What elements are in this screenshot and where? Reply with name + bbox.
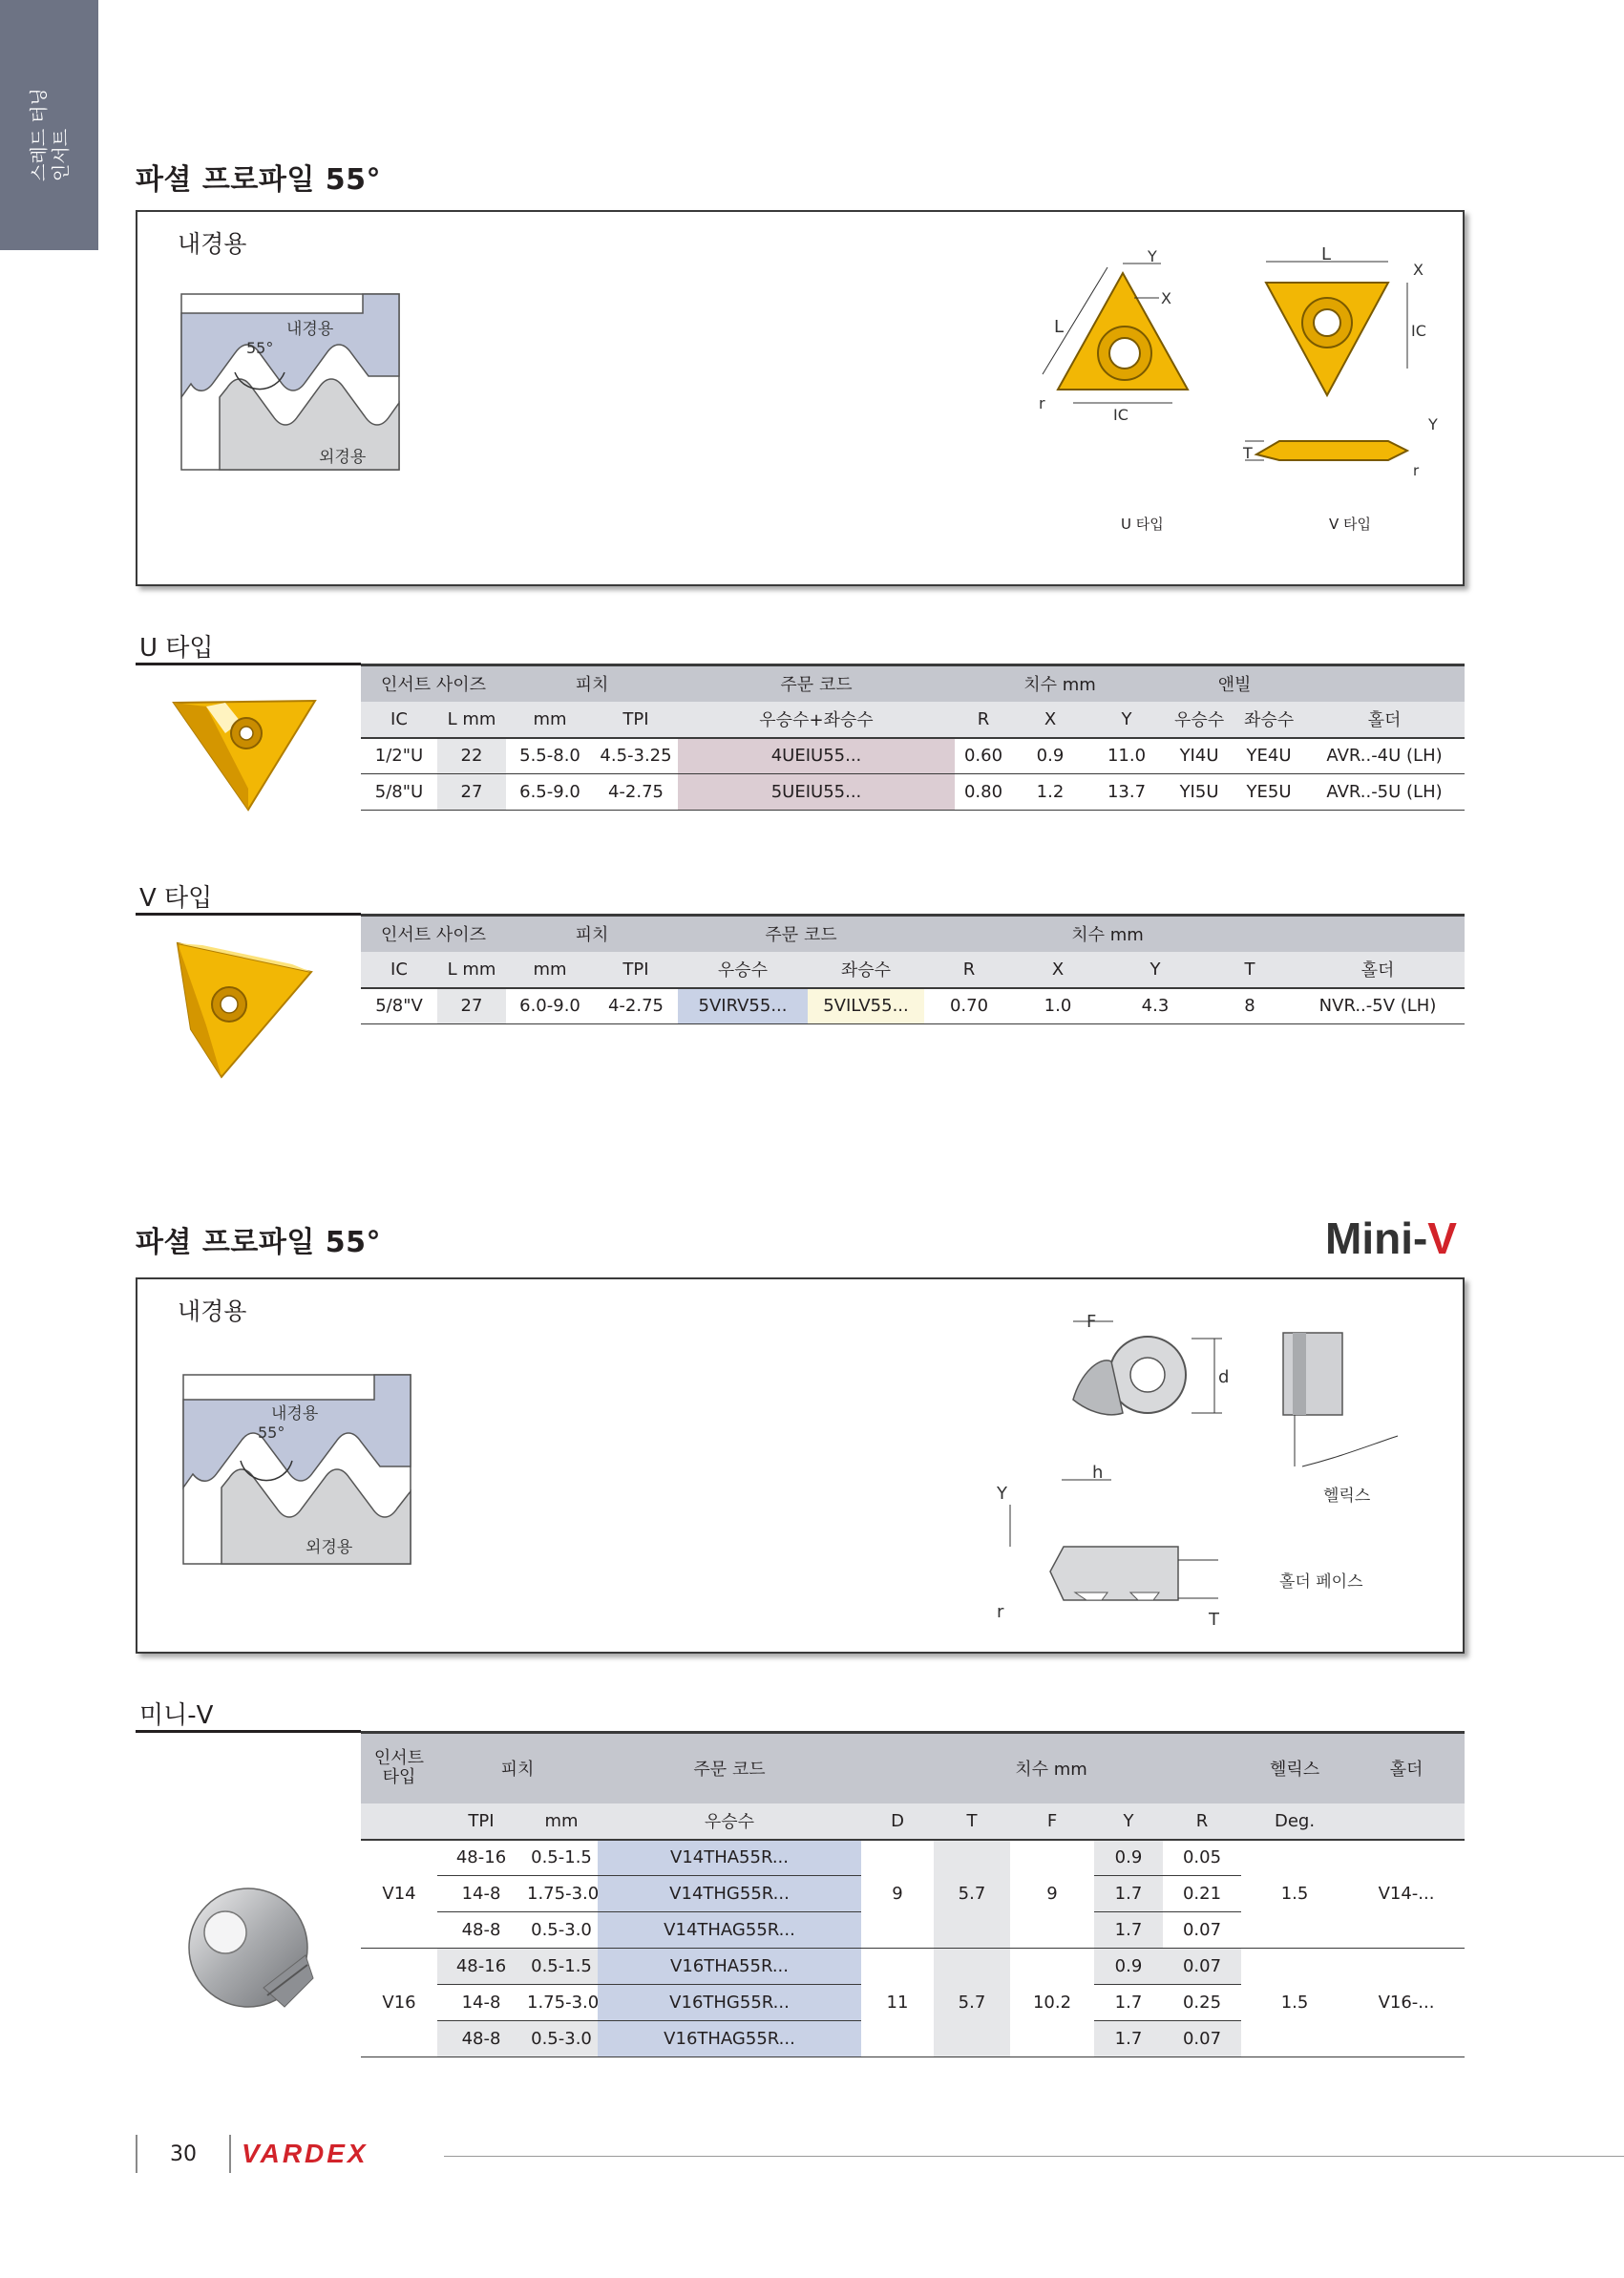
mini-v-table xyxy=(361,1731,1465,2057)
table-row xyxy=(361,774,1465,811)
mini-dim-r: r xyxy=(997,1602,1004,1622)
cell: 0.9 xyxy=(1094,1949,1163,1985)
cell: 22 xyxy=(437,738,506,774)
mini-v-title: 미니-V xyxy=(139,1701,214,1730)
cell: V14-... xyxy=(1348,1840,1465,1949)
mini-dim-h: h xyxy=(1092,1463,1104,1483)
cell: 4.5-3.25 xyxy=(594,738,678,774)
v-type-title: V 타입 xyxy=(139,884,213,913)
cell: 1.7 xyxy=(1094,2021,1163,2057)
cell: 1.7 xyxy=(1094,1876,1163,1912)
cell: YI4U xyxy=(1165,738,1234,774)
mini-v-title-rule xyxy=(136,1730,361,1733)
cell: 13.7 xyxy=(1088,774,1165,811)
v-h1-dims: 치수 mm xyxy=(924,916,1291,952)
cell: 0.07 xyxy=(1163,1912,1241,1949)
thread-profile-diagram-2 xyxy=(183,1375,412,1566)
mv-h1-dims: 치수 mm xyxy=(861,1733,1241,1803)
mini-dim-d: d xyxy=(1218,1367,1230,1387)
v-h2-tpi: TPI xyxy=(594,952,678,988)
mv-h2-f: F xyxy=(1010,1803,1094,1840)
u-type-insert-diagram xyxy=(1035,247,1235,435)
cell: 10.2 xyxy=(1010,1949,1094,2057)
cell: 1.75-3.0 xyxy=(525,1985,598,2021)
cell: 4-2.75 xyxy=(594,988,678,1024)
cell: 9 xyxy=(861,1840,934,1949)
cell: 1.5 xyxy=(1241,1949,1348,2057)
mv-h2-y: Y xyxy=(1094,1803,1163,1840)
table-row xyxy=(361,738,1465,774)
cell: 48-8 xyxy=(437,1912,525,1949)
cell: 6.5-9.0 xyxy=(506,774,594,811)
mv-h2-tpi: TPI xyxy=(437,1803,525,1840)
cell: 4-2.75 xyxy=(594,774,678,811)
v-h2-mm: mm xyxy=(506,952,594,988)
v-dim-y: Y xyxy=(1428,415,1438,433)
profile2-inner-text: 내경용 xyxy=(271,1404,319,1424)
u-type-table xyxy=(361,664,1465,811)
cell: 27 xyxy=(437,774,506,811)
cell: 0.07 xyxy=(1163,2021,1241,2057)
cell: AVR..-5U (LH) xyxy=(1304,774,1465,811)
v-h2-left: 좌승수 xyxy=(808,952,924,988)
mv-h2-deg: Deg. xyxy=(1241,1803,1348,1840)
cell: V16-... xyxy=(1348,1949,1465,2057)
u-type-header-row2 xyxy=(361,702,1465,738)
cell: 1.2 xyxy=(1012,774,1088,811)
cell: 0.07 xyxy=(1163,1949,1241,1985)
v-dim-t: T xyxy=(1243,444,1253,462)
cell: 1.75-3.0 xyxy=(525,1876,598,1912)
mini-v-insert-diagram xyxy=(968,1314,1417,1638)
u-h2-anvil-l: 좌승수 xyxy=(1234,702,1304,738)
mv-h2-t: T xyxy=(934,1803,1010,1840)
u-type-title: U 타입 xyxy=(139,634,214,663)
cell: 4.3 xyxy=(1102,988,1209,1024)
u-h1-pitch: 피치 xyxy=(506,665,678,702)
profile2-outer-text: 외경용 xyxy=(306,1538,353,1557)
order-code-cell: V16THAG55R... xyxy=(598,2021,861,2057)
v-type-header-row2 xyxy=(361,952,1465,988)
section1-panel xyxy=(136,210,1465,586)
u-h2-r: R xyxy=(955,702,1012,738)
v-type-table xyxy=(361,914,1465,1024)
cell: AVR..-4U (LH) xyxy=(1304,738,1465,774)
profile-inner-text: 내경용 xyxy=(286,320,334,339)
v-dim-l: L xyxy=(1321,244,1332,264)
order-code-cell: V14THG55R... xyxy=(598,1876,861,1912)
order-code-cell: V14THAG55R... xyxy=(598,1912,861,1949)
mv-h1-helix: 헬릭스 xyxy=(1241,1733,1348,1803)
u-h2-ic: IC xyxy=(361,702,437,738)
order-code-cell: V16THG55R... xyxy=(598,1985,861,2021)
footer-divider-left xyxy=(136,2135,137,2173)
mv-h2-blank2 xyxy=(1348,1803,1465,1840)
order-code-cell: 4UEIU55... xyxy=(678,738,955,774)
v-dim-ic: IC xyxy=(1411,322,1426,340)
u-h2-code: 우승수+좌승수 xyxy=(678,702,955,738)
cell: 6.0-9.0 xyxy=(506,988,594,1024)
cell: 0.21 xyxy=(1163,1876,1241,1912)
v-h2-ic: IC xyxy=(361,952,437,988)
side-tab-line1: 스레드 터닝 xyxy=(29,88,50,181)
v-h2-x: X xyxy=(1014,952,1102,988)
v-type-caption: V 타입 xyxy=(1329,516,1372,533)
cell: YE5U xyxy=(1234,774,1304,811)
cell: 5.7 xyxy=(934,1840,1010,1949)
u-h1-size: 인서트 사이즈 xyxy=(361,665,506,702)
order-code-right-cell: 5VIRV55... xyxy=(678,988,808,1024)
table-row xyxy=(361,1840,1465,1876)
footer-divider-mid xyxy=(229,2135,231,2173)
footer-rule xyxy=(444,2156,1624,2157)
mv-h1-pitch: 피치 xyxy=(437,1733,598,1803)
u-dim-ic: IC xyxy=(1113,406,1128,424)
profile-outer-text: 외경용 xyxy=(319,448,367,467)
v-h2-l: L mm xyxy=(437,952,506,988)
vardex-logo: VARDEX xyxy=(242,2139,369,2168)
table-row xyxy=(361,1949,1465,1985)
profile2-angle-text: 55° xyxy=(258,1424,285,1442)
v-dim-r: r xyxy=(1413,462,1420,479)
v-h2-r: R xyxy=(924,952,1014,988)
u-h1-anvil: 앤빌 xyxy=(1165,665,1304,702)
group-type-cell: V14 xyxy=(361,1840,437,1949)
cell: 11 xyxy=(861,1949,934,2057)
cell: 11.0 xyxy=(1088,738,1165,774)
cell: 0.9 xyxy=(1012,738,1088,774)
cell: 48-8 xyxy=(437,2021,525,2057)
cell: 0.5-3.0 xyxy=(525,1912,598,1949)
mv-h1-holder: 홀더 xyxy=(1348,1733,1465,1803)
mini-dim-t: T xyxy=(1209,1610,1219,1630)
u-h2-anvil-r: 우승수 xyxy=(1165,702,1234,738)
cell: 48-16 xyxy=(437,1840,525,1876)
order-code-cell: V14THA55R... xyxy=(598,1840,861,1876)
mini-dim-y: Y xyxy=(997,1484,1007,1504)
cell: 1.7 xyxy=(1094,1985,1163,2021)
mini-v-header-row1 xyxy=(361,1733,1465,1803)
cell: 1.5 xyxy=(1241,1840,1348,1949)
v-h2-holder: 홀더 xyxy=(1291,952,1465,988)
u-type-insert-image xyxy=(168,693,321,817)
section2-panel-label: 내경용 xyxy=(178,1297,247,1325)
cell: 14-8 xyxy=(437,1985,525,2021)
order-code-cell: V16THA55R... xyxy=(598,1949,861,1985)
v-h2-t: T xyxy=(1209,952,1291,988)
cell: 1/2"U xyxy=(361,738,437,774)
cell: 0.5-1.5 xyxy=(525,1949,598,1985)
side-tab-text xyxy=(29,48,73,181)
section1-title: 파셜 프로파일 55° xyxy=(136,163,382,197)
u-h2-tpi: TPI xyxy=(594,702,678,738)
mini-v-brand-v: V xyxy=(1427,1213,1457,1263)
cell: YI5U xyxy=(1165,774,1234,811)
mini-v-header-row2 xyxy=(361,1803,1465,1840)
v-h1-pitch: 피치 xyxy=(506,916,678,952)
u-h1-dims: 치수 mm xyxy=(955,665,1165,702)
v-type-insert-image xyxy=(168,934,321,1086)
cell: YE4U xyxy=(1234,738,1304,774)
order-code-cell: 5UEIU55... xyxy=(678,774,955,811)
v-h2-y: Y xyxy=(1102,952,1209,988)
cell: 8 xyxy=(1209,988,1291,1024)
mv-h2-code: 우승수 xyxy=(598,1803,861,1840)
cell: NVR..-5V (LH) xyxy=(1291,988,1465,1024)
v-dim-x: X xyxy=(1413,261,1424,279)
u-h1-order: 주문 코드 xyxy=(678,665,955,702)
u-h2-y: Y xyxy=(1088,702,1165,738)
v-type-header-row1 xyxy=(361,916,1465,952)
profile-angle-text: 55° xyxy=(246,339,274,357)
mini-helix-text: 헬릭스 xyxy=(1323,1487,1371,1506)
cell: 9 xyxy=(1010,1840,1094,1949)
v-h2-right: 우승수 xyxy=(678,952,808,988)
u-type-title-rule xyxy=(136,663,361,665)
section1-panel-label: 내경용 xyxy=(178,230,247,258)
mini-v-insert-image xyxy=(172,1873,317,2018)
mini-v-brand-main: Mini- xyxy=(1325,1213,1428,1263)
u-h2-holder: 홀더 xyxy=(1304,702,1465,738)
v-h1-order: 주문 코드 xyxy=(678,916,924,952)
mv-h2-blank xyxy=(361,1803,437,1840)
mv-h1-order: 주문 코드 xyxy=(598,1733,861,1803)
mini-v-brand xyxy=(1325,1213,1457,1264)
cell: 0.5-3.0 xyxy=(525,2021,598,2057)
cell: 0.05 xyxy=(1163,1840,1241,1876)
cell: 5/8"U xyxy=(361,774,437,811)
u-dim-x: X xyxy=(1161,289,1171,307)
cell: 5.7 xyxy=(934,1949,1010,2057)
cell: 1.0 xyxy=(1014,988,1102,1024)
thread-profile-diagram xyxy=(181,294,401,472)
u-type-header-row1 xyxy=(361,665,1465,702)
u-h1-blank xyxy=(1304,665,1465,702)
v-h1-blank xyxy=(1291,916,1465,952)
v-h1-size: 인서트 사이즈 xyxy=(361,916,506,952)
mini-holder-face-text: 홀더 페이스 xyxy=(1279,1572,1363,1592)
mv-h2-d: D xyxy=(861,1803,934,1840)
side-tab-line2: 인서트 xyxy=(51,128,72,181)
cell: 5/8"V xyxy=(361,988,437,1024)
u-dim-r: r xyxy=(1039,394,1045,412)
u-dim-y: Y xyxy=(1148,247,1157,265)
cell: 0.25 xyxy=(1163,1985,1241,2021)
u-h2-x: X xyxy=(1012,702,1088,738)
mini-dim-f: F xyxy=(1086,1312,1097,1332)
cell: 27 xyxy=(437,988,506,1024)
page-number: 30 xyxy=(170,2142,197,2166)
mv-h1-type: 인서트 타입 xyxy=(361,1733,437,1803)
cell: 14-8 xyxy=(437,1876,525,1912)
cell: 5.5-8.0 xyxy=(506,738,594,774)
cell: 0.9 xyxy=(1094,1840,1163,1876)
table-row xyxy=(361,988,1465,1024)
section2-panel xyxy=(136,1277,1465,1654)
section2-title: 파셜 프로파일 55° xyxy=(136,1226,382,1259)
group-type-cell: V16 xyxy=(361,1949,437,2057)
cell: 0.60 xyxy=(955,738,1012,774)
cell: 48-16 xyxy=(437,1949,525,1985)
mv-h2-mm: mm xyxy=(525,1803,598,1840)
v-type-title-rule xyxy=(136,913,361,916)
cell: 0.70 xyxy=(924,988,1014,1024)
u-h2-l: L mm xyxy=(437,702,506,738)
cell: 1.7 xyxy=(1094,1912,1163,1949)
side-tab xyxy=(0,0,98,250)
u-dim-l: L xyxy=(1054,317,1065,337)
order-code-left-cell: 5VILV55... xyxy=(808,988,924,1024)
mv-h2-r: R xyxy=(1163,1803,1241,1840)
cell: 0.80 xyxy=(955,774,1012,811)
u-type-caption: U 타입 xyxy=(1121,516,1164,533)
u-h2-mm: mm xyxy=(506,702,594,738)
v-type-insert-diagram xyxy=(1243,244,1455,502)
cell: 0.5-1.5 xyxy=(525,1840,598,1876)
